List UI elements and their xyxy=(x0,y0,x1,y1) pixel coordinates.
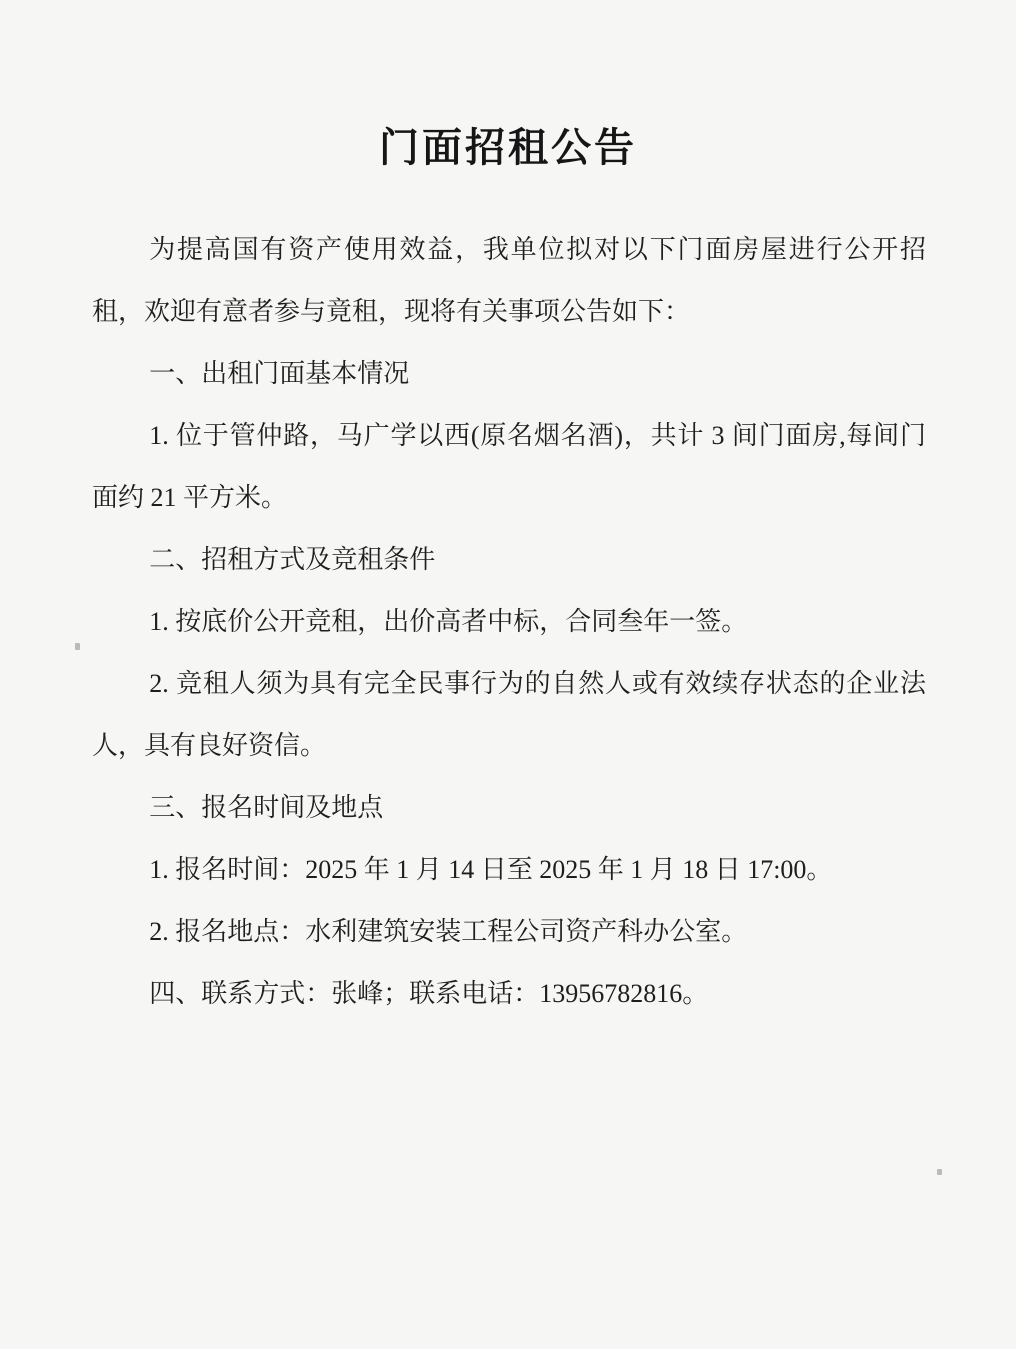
section-3-item-1: 1. 报名时间：2025 年 1 月 14 日至 2025 年 1 月 18 日 17:00。 xyxy=(149,855,833,884)
document-title: 门面招租公告 xyxy=(379,125,637,170)
section-2-item-1: 1. 按底价公开竞租，出价高者中标，合同叁年一签。 xyxy=(149,607,748,636)
section-1-heading: 一、出租门面基本情况 xyxy=(149,359,410,388)
scan-artifact-speck xyxy=(75,643,80,650)
section-2-heading: 二、招租方式及竞租条件 xyxy=(149,545,436,574)
section-3-item-2: 2. 报名地点：水利建筑安装工程公司资产科办公室。 xyxy=(149,917,748,946)
section-2-item-2: 2. 竞租人须为具有完全民事行为的自然人或有效续存状态的企业法人，具有良好资信。 xyxy=(92,669,926,760)
section-1-item-1: 1. 位于管仲路，马广学以西(原名烟名酒)，共计 3 间门面房,每间门面约 21 平方米。 xyxy=(92,421,926,512)
scan-artifact-speck xyxy=(937,1169,942,1175)
document-body xyxy=(92,219,926,1025)
section-3-heading: 三、报名时间及地点 xyxy=(149,793,384,822)
section-4-contact-line: 四、联系方式：张峰；联系电话：13956782816。 xyxy=(149,979,709,1008)
intro-paragraph: 为提高国有资产使用效益，我单位拟对以下门面房屋进行公开招租，欢迎有意者参与竟租，现将有关事项公告如下： xyxy=(92,235,926,326)
